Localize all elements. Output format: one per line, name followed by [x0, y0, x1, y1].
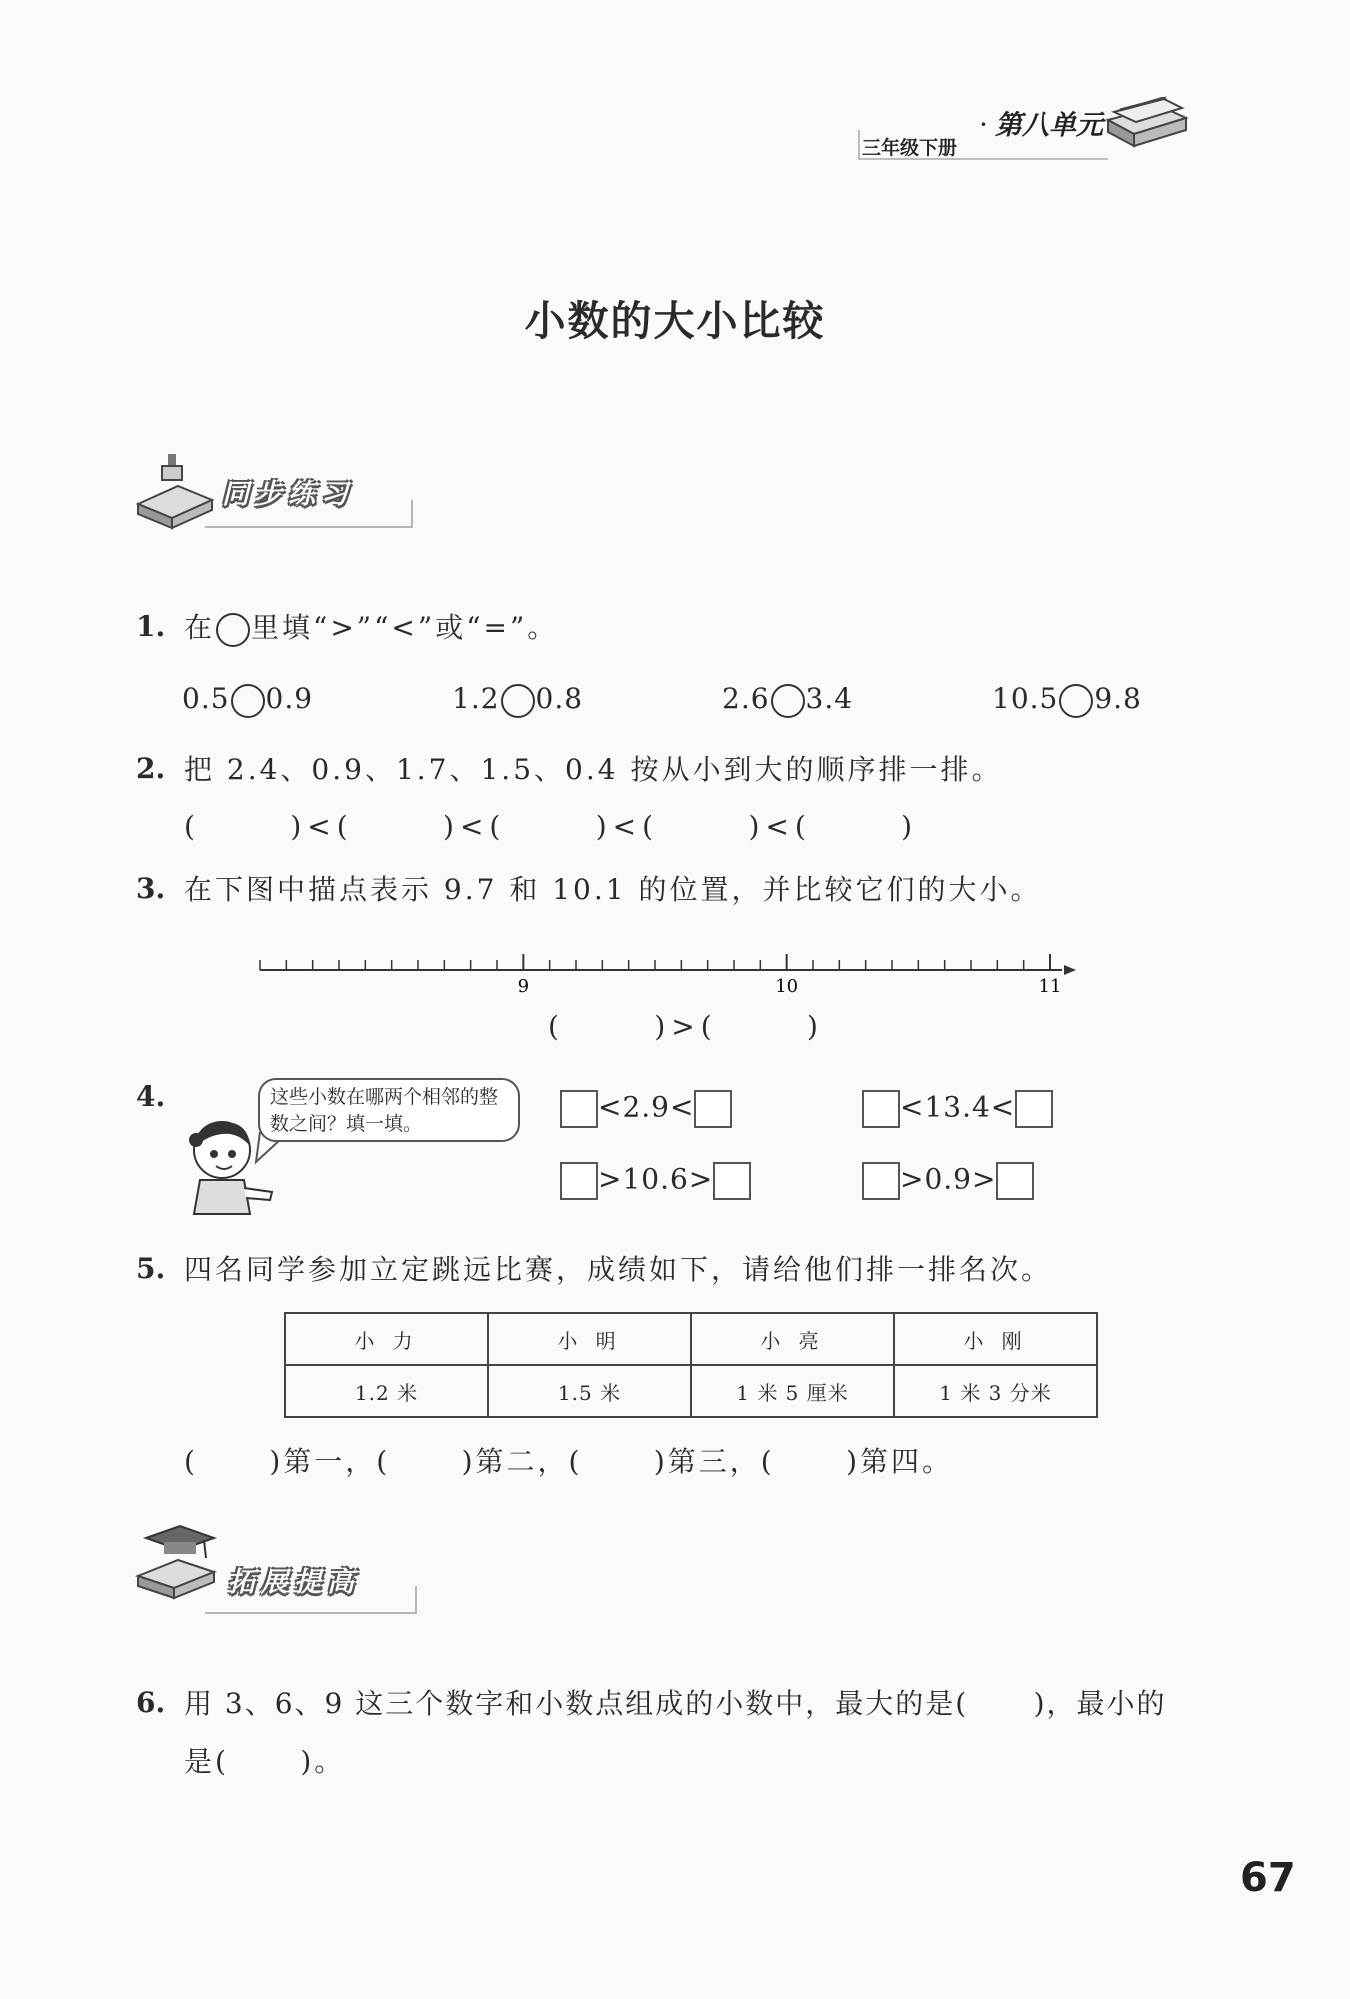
table-row	[285, 1365, 1097, 1417]
q4-item	[560, 1162, 751, 1200]
q4-expr: <2.9<	[598, 1090, 695, 1124]
section-label-sync-practice: 同步练习	[222, 479, 354, 510]
grad-cap-books-icon	[134, 1522, 218, 1602]
header-dot: ·	[980, 112, 987, 136]
table-cell: 1 米 3 分米	[894, 1365, 1097, 1417]
section2-rule-v	[415, 1586, 417, 1614]
q4-expr: >10.6>	[598, 1162, 714, 1196]
answer-box[interactable]	[1015, 1090, 1053, 1128]
grade-label: 三年级下册	[862, 137, 958, 159]
compare-circle[interactable]	[771, 684, 805, 718]
table-cell: 1 米 5 厘米	[691, 1365, 894, 1417]
q1-item-right: 0.8	[535, 682, 584, 715]
q1-item-right: 9.8	[1094, 682, 1142, 715]
q4-item	[560, 1090, 732, 1128]
q1-item-right: 0.9	[265, 682, 314, 715]
q4-expr: >0.9>	[900, 1162, 997, 1196]
answer-box[interactable]	[560, 1162, 598, 1200]
q4-item	[862, 1162, 1034, 1200]
q6-number: 6.	[136, 1686, 166, 1719]
q3-text: 在下图中描点表示 9.7 和 10.1 的位置，并比较它们的大小。	[184, 873, 1042, 906]
q1-item	[182, 682, 313, 718]
answer-box[interactable]	[862, 1090, 900, 1128]
lamp-books-icon	[134, 450, 216, 532]
number-line-label: 11	[1038, 976, 1062, 997]
q5-answer[interactable]: ( )第一，( )第二，( )第三，( )第四。	[184, 1445, 954, 1478]
compare-circle[interactable]	[231, 684, 265, 718]
q1-item	[722, 682, 853, 718]
q1-item	[452, 682, 583, 718]
q2-answer[interactable]: ( )<( )<( )<( )<( )	[184, 810, 919, 843]
answer-box[interactable]	[862, 1162, 900, 1200]
answer-box[interactable]	[560, 1090, 598, 1128]
q1-item	[992, 682, 1142, 718]
table-cell: 小 明	[488, 1313, 691, 1365]
number-line-label: 9	[517, 976, 530, 997]
header-rule-v	[858, 130, 860, 160]
answer-box[interactable]	[996, 1162, 1034, 1200]
section-label-extension: 拓展提高	[228, 1567, 360, 1598]
number-line[interactable]	[250, 940, 1080, 1000]
arrow-right-icon	[1064, 965, 1076, 975]
q1-item-left: 2.6	[722, 682, 770, 715]
table-cell: 小 亮	[691, 1313, 894, 1365]
speech-bubble: 这些小数在哪两个相邻的整数之间？填一填。	[258, 1078, 520, 1142]
q1-item-left: 10.5	[992, 682, 1059, 715]
section2-rule	[205, 1612, 417, 1614]
unit-label: 第八单元	[995, 110, 1103, 141]
q1-text-b: 里填“>”“<”或“=”。	[251, 611, 559, 644]
q6-text-2: 是( )。	[184, 1745, 346, 1778]
section1-rule-v	[411, 500, 413, 528]
scores-table	[284, 1312, 1098, 1418]
table-cell: 1.2 米	[285, 1365, 488, 1417]
compare-circle[interactable]	[501, 684, 535, 718]
compare-circle[interactable]	[1059, 684, 1093, 718]
q5-number: 5.	[136, 1252, 166, 1285]
q6-text: 用 3、6、9 这三个数字和小数点组成的小数中，最大的是( )，最小的	[184, 1687, 1167, 1720]
page-number: 67	[1240, 1855, 1296, 1901]
q1-number: 1.	[136, 610, 166, 643]
q4-expr: <13.4<	[900, 1090, 1016, 1124]
q1-text	[184, 606, 558, 647]
q2-number: 2.	[136, 752, 166, 785]
table-cell: 1.5 米	[488, 1365, 691, 1417]
books-stack-icon	[1100, 90, 1190, 162]
q4-item	[862, 1090, 1053, 1128]
q1-item-left: 1.2	[452, 682, 500, 715]
q5-text: 四名同学参加立定跳远比赛，成绩如下，请给他们排一排名次。	[184, 1253, 1053, 1286]
table-cell: 小 力	[285, 1313, 488, 1365]
answer-circle-icon	[216, 613, 250, 647]
answer-box[interactable]	[694, 1090, 732, 1128]
section1-rule	[205, 526, 413, 528]
q2-text: 把 2.4、0.9、1.7、1.5、0.4 按从小到大的顺序排一排。	[184, 753, 1003, 786]
q1-item-left: 0.5	[182, 682, 230, 715]
q3-number: 3.	[136, 872, 166, 905]
number-line-label: 10	[775, 976, 799, 997]
answer-box[interactable]	[713, 1162, 751, 1200]
q4-number: 4.	[136, 1080, 166, 1113]
table-cell: 小 刚	[894, 1313, 1097, 1365]
q1-item-right: 3.4	[805, 682, 854, 715]
page-title: 小数的大小比较	[524, 297, 826, 345]
q3-answer[interactable]: ( )>( )	[548, 1010, 824, 1043]
q1-text-a: 在	[184, 611, 216, 644]
table-row	[285, 1313, 1097, 1365]
